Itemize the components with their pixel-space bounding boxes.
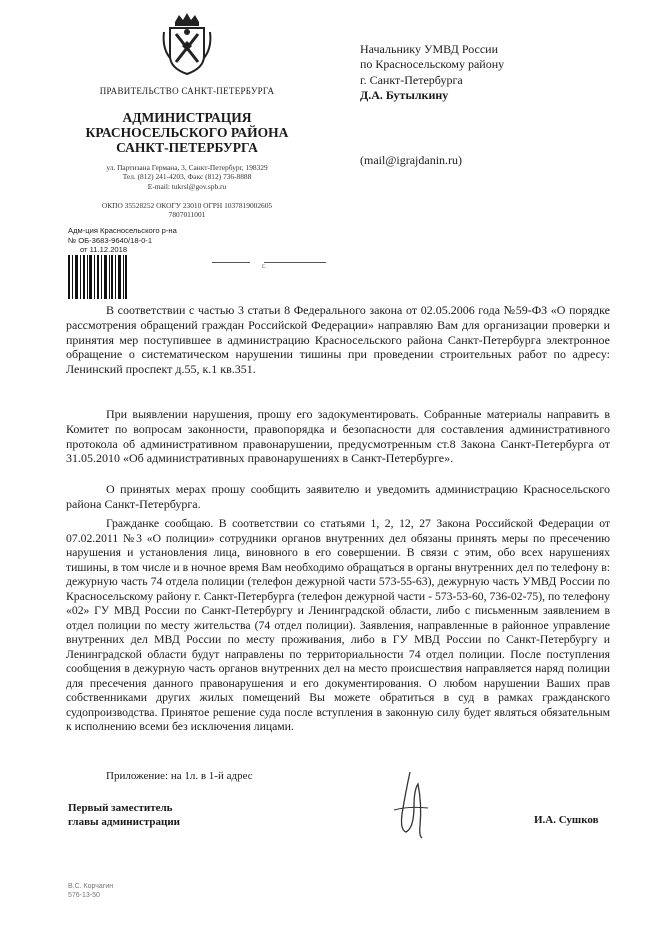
- registration-org: Адм-ция Красносельского р-на: [68, 226, 177, 235]
- barcode: [68, 255, 128, 299]
- registration-date: от 11.12.2018: [80, 245, 128, 254]
- recipient-underline: [264, 262, 326, 263]
- recipient-label: г.: [262, 262, 266, 270]
- addressee-line: г. Санкт-Петербурга: [360, 72, 463, 87]
- body-paragraph: О принятых мерах прошу сообщить заявителю и уведомить администрацию Красносельского района Санкт-Петербурга.: [66, 482, 610, 511]
- admin-codes-line: 7807011001: [168, 210, 206, 220]
- admin-title-line: КРАСНОСЕЛЬСКОГО РАЙОНА: [85, 125, 289, 140]
- body-paragraph: В соответствии с частью 3 статьи 8 Федерального закона от 02.05.2006 года №59-ФЗ «О порядке рассмотрения обращений граждан Российской Федерации» направляю Вам для организации проверки и принятия мер поступившее в администрацию Красносельского района Санкт-Петербурга электронное обращение о систематическом нарушении тишины при проведении строительных работ по адресу: Ленинский проспект д.55, к.1 кв.351.: [66, 303, 610, 377]
- administration-contacts: [70, 163, 304, 191]
- admin-title-line: САНКТ-ПЕТЕРБУРГА: [116, 140, 258, 155]
- admin-title-line: АДМИНИСТРАЦИЯ: [122, 110, 252, 125]
- body-paragraph: При выявлении нарушения, прошу его задокументировать. Собранные материалы направить в Комитет по вопросам законности, правопорядка и безопасности для составления административного протокола об административном правонарушении, предусмотренным ст.8 Закона Санкт-Петербурга от 31.05.2010 «Об административных правонарушениях в Санкт-Петербурге».: [66, 407, 610, 466]
- addressee-line: Начальнику УМВД России: [360, 42, 499, 56]
- signer-name: И.А. Сушков: [534, 814, 599, 826]
- addressee-name: Д.А. Бутылкину: [360, 87, 449, 102]
- mail-source: (mail@igrajdanin.ru): [360, 153, 463, 167]
- government-name: ПРАВИТЕЛЬСТВО САНКТ-ПЕТЕРБУРГА: [99, 86, 275, 96]
- body-paragraph: Гражданке сообщаю. В соответствии со статьями 1, 2, 12, 27 Закона Российской Федерации от 07.02.2011 №3 «О полиции» сотрудники органов внутренних дел обязаны принять меры по пресечению нарушения и установления лица, виновного в его совершении. В связи с этим, обо всех нарушениях тишины, в том числе и в ночное время Вам необходимо обращаться в органы внутренних дел по телефону в: дежурную часть 74 отдела полиции (телефон дежурной части 573-55-63), дежурную часть УМВД России по Красносельскому району г. Санкт-Петербурга (телефон дежурной части - 573-53-60, 736-02-75), по телефону «02» ГУ МВД России по Санкт-Петербургу и Ленинградской области, либо с письменным заявлением в отдел полиции по месту жительства (74 отдел полиции). Заявления, направленные в районное управление внутренних дел МВД России по месту проживания, либо в ГУ МВД России по Санкт-Петербургу и Ленинградской области будут направлены по территориальности 74 отдел полиции. После поступления сообщения в дежурную часть органов внутренних дел на место происшествия направляется наряд полиции для пресечения данного правонарушения и его документирования. О любом нарушении Ваших прав собственниками других жилых помещений Вы можете обратиться в суд в рамках гражданского судопроизводства. Принятое решение суда после вступления в законную силу будет являться обязательным к исполнению всеми без исключения лицами.: [66, 517, 610, 733]
- attachment-note: Приложение: на 1л. в 1-й адрес: [106, 770, 253, 782]
- executor-phone: 576-13-50: [68, 892, 100, 899]
- admin-address: ул. Партизана Германа, 3, Санкт-Петербург, 198329: [106, 163, 268, 172]
- signer-title-line: главы администрации: [68, 816, 181, 828]
- executor-name: В.С. Корчагин: [68, 883, 114, 890]
- addressee-block: [360, 42, 630, 103]
- admin-phones: Тел. (812) 241-4203, Факс (812) 736-8888: [122, 172, 252, 182]
- registration-stamp: [68, 226, 218, 255]
- addressee-line: по Красносельскому району: [360, 57, 505, 72]
- recipient-underline: [212, 262, 250, 263]
- administration-codes: [70, 201, 304, 220]
- administration-title: [70, 110, 304, 155]
- signer-title: [68, 801, 180, 829]
- admin-email: E-mail: tukrsl@gov.spb.ru: [147, 181, 227, 191]
- handwritten-signature: [388, 770, 434, 840]
- executor-info: [68, 882, 113, 900]
- signer-title-line: Первый заместитель: [68, 802, 173, 814]
- coat-of-arms-emblem: [162, 12, 212, 78]
- admin-codes-line: ОКПО 35528252 ОКОГУ 23010 ОГРН 1037819002605: [101, 201, 273, 210]
- registration-number: № ОБ-3683-9640/18-0-1: [68, 235, 153, 245]
